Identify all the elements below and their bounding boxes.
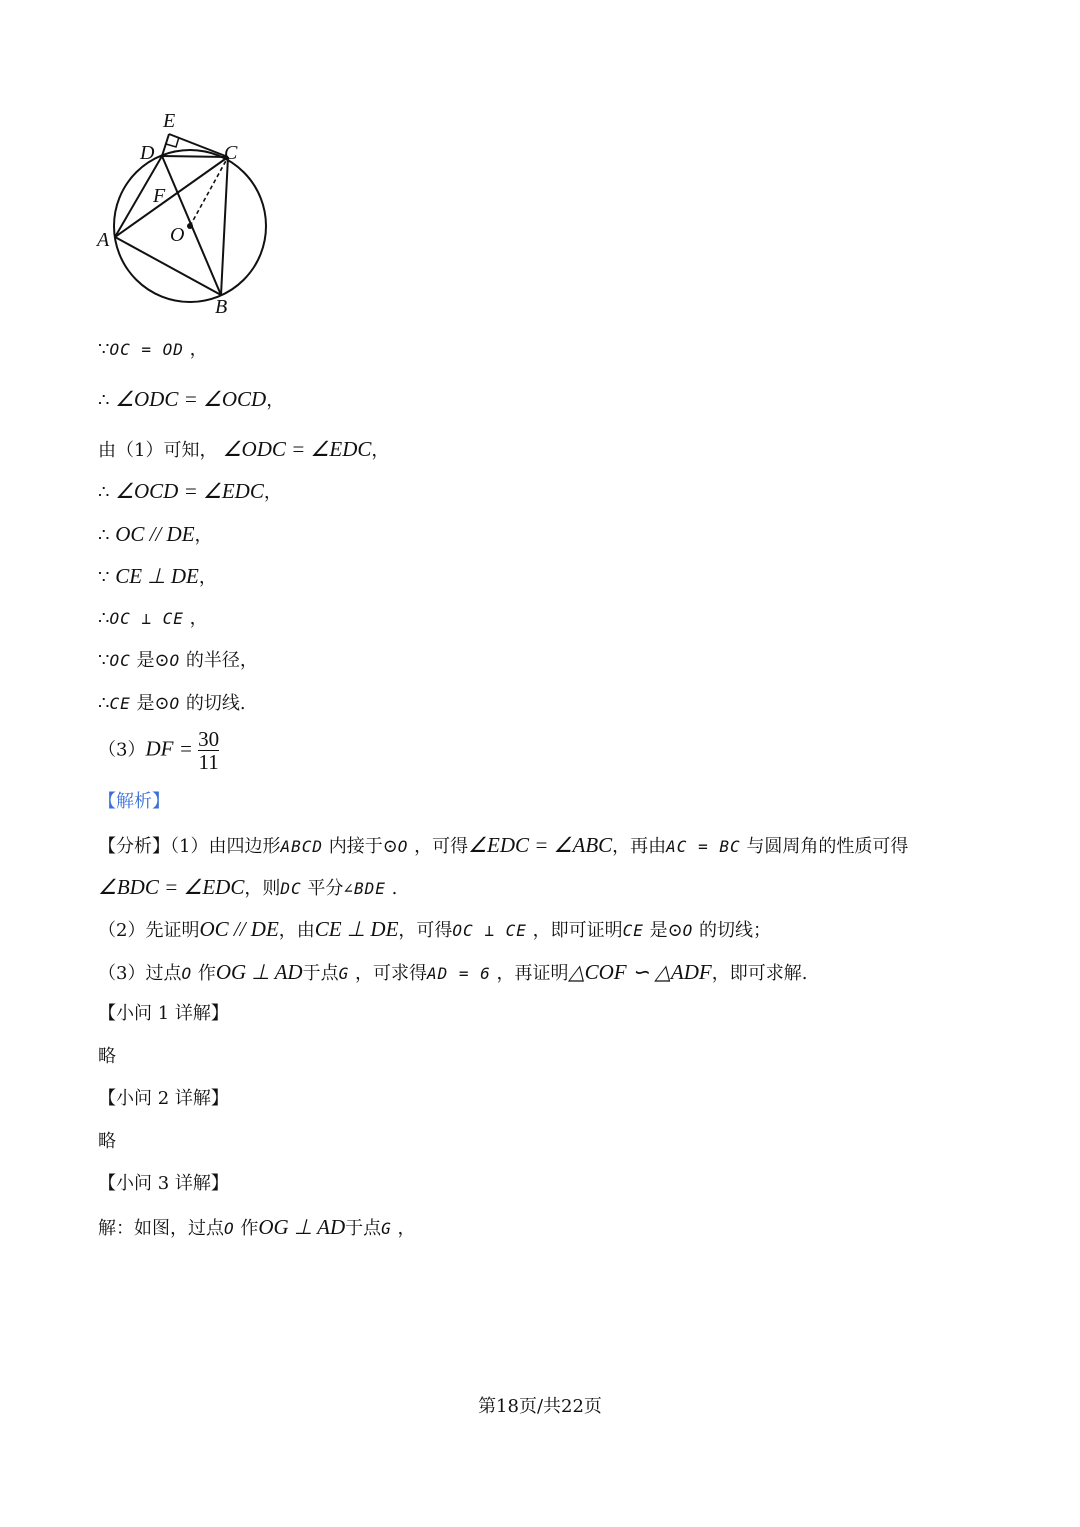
line-l18	[98, 1087, 229, 1111]
math-symbol: AC = BC	[666, 837, 741, 856]
text-segment: 是⊙	[130, 693, 170, 714]
text-segment: 与圆周角的性质可得	[740, 836, 909, 857]
math-symbol: CE	[622, 921, 644, 940]
text-segment: ，由	[278, 920, 315, 941]
text-segment: ∴	[98, 390, 116, 411]
math-symbol: O	[169, 694, 181, 713]
math-symbol: OC = OD	[109, 340, 184, 359]
math-symbol: O	[397, 837, 409, 856]
math-expression: ∠OCD = ∠EDC	[115, 479, 264, 503]
math-symbol: OC ⊥ CE	[109, 609, 184, 628]
line-l5	[98, 522, 213, 548]
text-segment: 于点	[302, 963, 339, 984]
text-segment: 作	[192, 963, 216, 984]
line-l19	[98, 1130, 116, 1154]
text-segment: ∴	[98, 693, 110, 714]
line-l21	[98, 1215, 416, 1241]
math-symbol: OC ⊥ CE	[452, 921, 527, 940]
label-d: D	[140, 142, 155, 164]
math-symbol: O	[224, 1219, 235, 1238]
text-segment: 是⊙	[643, 920, 683, 941]
text-segment: （2）先证明	[98, 920, 200, 941]
math-symbol: AD = 6	[426, 964, 491, 983]
geometry-figure	[90, 105, 290, 320]
text-segment: ∴	[98, 525, 116, 546]
math-expression: OC // DE	[199, 917, 279, 941]
text-segment: .	[385, 878, 398, 899]
text-segment: ，再证明	[490, 963, 569, 984]
segment-ab	[115, 237, 221, 295]
line-l16	[98, 1002, 229, 1026]
text-segment: 略	[98, 1131, 116, 1152]
segment-ec	[169, 134, 228, 157]
label-a: A	[97, 229, 110, 251]
math-symbol: CE	[109, 694, 131, 713]
text-segment: ，可得	[408, 836, 469, 857]
text-segment: ，可求得	[349, 963, 427, 984]
text-segment: ，再由	[612, 836, 667, 857]
text-segment: ，	[198, 567, 217, 588]
math-expression: ∠ODC = ∠OCD	[115, 387, 267, 411]
line-l12	[98, 833, 908, 859]
text-segment: ，可得	[398, 920, 453, 941]
line-l8	[98, 649, 258, 673]
label-c: C	[224, 142, 238, 164]
text-segment: ，即可证明	[526, 920, 623, 941]
text-segment: ，	[391, 1218, 416, 1239]
text-segment: ，	[266, 390, 285, 411]
line-l20	[98, 1172, 229, 1196]
segment-dc	[162, 156, 228, 157]
text-segment: 【分析】（1）由四边形	[98, 836, 281, 857]
text-segment: 的半径，	[180, 650, 258, 671]
math-expression: OG ⊥ AD	[215, 960, 303, 984]
text-segment: 解：如图，过点	[98, 1218, 224, 1239]
text-segment: ，	[371, 440, 390, 461]
text-segment: 的切线；	[693, 920, 772, 941]
math-symbol: G	[338, 964, 350, 983]
text-segment: ∵	[98, 567, 116, 588]
text-segment: ，即可求解.	[711, 963, 808, 984]
segment-oc-dashed	[190, 157, 228, 226]
math-symbol: ∠BDE	[343, 879, 386, 898]
math-expression: OG ⊥ AD	[258, 1215, 346, 1239]
line-l4	[98, 479, 282, 505]
text-segment: 内接于⊙	[322, 836, 398, 857]
text-segment: ∴	[98, 482, 116, 503]
line-l14	[98, 917, 771, 943]
line-l9	[98, 692, 246, 716]
line-l3	[98, 437, 389, 463]
section-heading-analysis: 【解析】	[98, 791, 170, 812]
math-expression: CE ⊥ DE	[115, 564, 199, 588]
math-expression: ∠EDC = ∠ABC	[468, 833, 613, 857]
text-segment: ，	[194, 525, 213, 546]
text-segment: 【小问 2 详解】	[98, 1088, 229, 1109]
math-symbol: O	[181, 964, 193, 983]
text-segment: ∴	[98, 608, 110, 629]
line-l11	[98, 790, 170, 814]
math-expression: DF =	[145, 736, 199, 761]
label-b: B	[215, 296, 228, 318]
text-segment: 由（1）可知，	[98, 440, 218, 461]
label-e: E	[163, 110, 176, 132]
text-segment: 平分	[301, 878, 344, 899]
math-symbol: DC	[280, 879, 302, 898]
line-l13	[98, 875, 397, 901]
text-segment: （3）过点	[98, 963, 182, 984]
line-l2	[98, 387, 284, 413]
text-segment: 【小问 1 详解】	[98, 1003, 229, 1024]
math-symbol: ABCD	[280, 837, 323, 856]
text-segment: 【小问 3 详解】	[98, 1173, 229, 1194]
text-segment: 略	[98, 1046, 116, 1067]
label-f: F	[153, 185, 166, 207]
line-l6	[98, 564, 217, 590]
text-segment: ，	[183, 608, 208, 629]
segment-bc	[221, 157, 228, 295]
line-l10	[98, 728, 219, 773]
center-point-o	[187, 223, 193, 229]
math-symbol: G	[381, 1219, 392, 1238]
math-expression: CE ⊥ DE	[314, 917, 399, 941]
line-l1	[98, 338, 208, 362]
text-segment: 作	[234, 1218, 259, 1239]
text-segment: ∵	[98, 339, 110, 360]
label-o: O	[170, 224, 185, 246]
line-l15	[98, 960, 807, 986]
text-segment: ∵	[98, 650, 110, 671]
text-segment: 的切线.	[180, 693, 246, 714]
text-segment: ，	[263, 482, 282, 503]
line-l7	[98, 607, 208, 631]
line-l17	[98, 1045, 116, 1069]
text-segment: （3）	[98, 739, 146, 761]
text-segment: ，则	[244, 878, 281, 899]
math-expression: △COF ∽ △ADF	[568, 960, 712, 984]
math-symbol: O	[169, 651, 181, 670]
math-expression: OC // DE	[115, 522, 195, 546]
math-expression: ∠ODC = ∠EDC	[217, 437, 372, 461]
math-expression: ∠BDC = ∠EDC	[98, 875, 245, 899]
math-symbol: O	[682, 921, 694, 940]
text-segment: 于点	[345, 1218, 382, 1239]
fraction-denominator: 11	[198, 750, 219, 774]
fraction	[198, 728, 219, 773]
text-segment: 是⊙	[130, 650, 170, 671]
page-footer: 第18页/共22页	[478, 1396, 602, 1417]
math-symbol: OC	[109, 651, 131, 670]
text-segment: ，	[183, 339, 208, 360]
fraction-numerator: 30	[198, 727, 220, 751]
